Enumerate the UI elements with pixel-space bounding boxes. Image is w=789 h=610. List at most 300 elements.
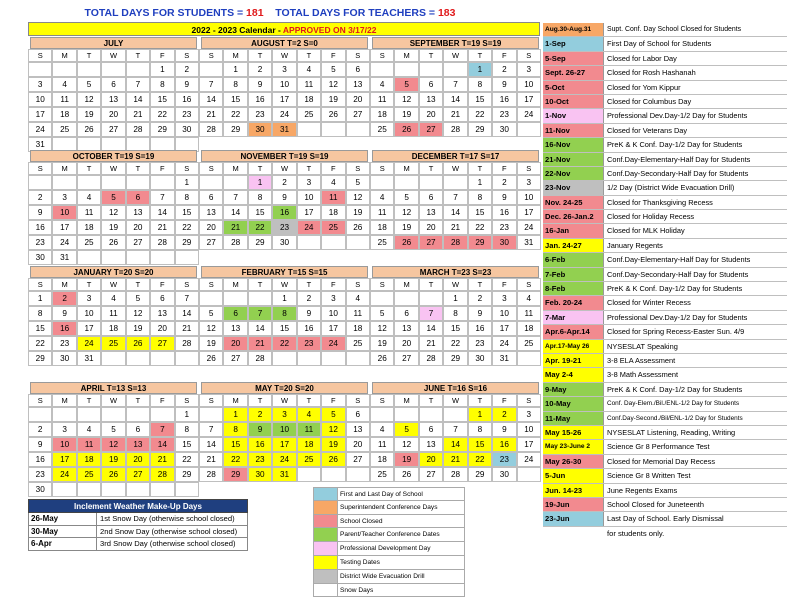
weekday-header: T <box>297 278 321 291</box>
day-cell: 27 <box>346 107 370 122</box>
totals-header <box>0 4 540 22</box>
weekday-header: F <box>492 394 516 407</box>
day-cell: 11 <box>77 437 101 452</box>
day-cell: 23 <box>492 220 516 235</box>
day-cell: 23 <box>492 107 516 122</box>
day-cell: 20 <box>150 321 174 336</box>
event-description: Closed for Columbus Day <box>607 96 692 106</box>
empty-cell <box>419 407 443 422</box>
event-description: Last Day of School. Early Dismissal <box>607 514 724 524</box>
day-cell: 22 <box>468 220 492 235</box>
weekday-header: M <box>223 49 247 62</box>
day-cell: 23 <box>52 336 76 351</box>
event-date: Jan. 24-27 <box>543 239 604 252</box>
weekday-header: T <box>419 394 443 407</box>
weekday-header: S <box>28 49 52 62</box>
event-description: Closed for Memorial Day Recess <box>607 456 716 466</box>
empty-cell <box>370 62 394 77</box>
event-description: 3-8 ELA Assessment <box>607 355 676 365</box>
weekday-header: T <box>419 49 443 62</box>
day-cell: 5 <box>77 77 101 92</box>
empty-cell <box>150 250 174 265</box>
day-cell: 12 <box>394 205 418 220</box>
month-block <box>370 382 541 482</box>
day-cell: 10 <box>272 422 296 437</box>
day-cell: 17 <box>77 321 101 336</box>
day-cell: 17 <box>517 92 541 107</box>
day-cell: 6 <box>101 77 125 92</box>
day-cell: 24 <box>517 452 541 467</box>
event-row <box>543 311 787 325</box>
day-cell: 15 <box>223 437 247 452</box>
empty-cell <box>126 351 150 366</box>
day-cell: 31 <box>52 250 76 265</box>
empty-cell <box>175 250 199 265</box>
day-cell: 4 <box>321 175 345 190</box>
day-cell: 14 <box>419 321 443 336</box>
day-cell: 15 <box>223 92 247 107</box>
month-grid <box>370 394 541 482</box>
event-date: 7-Feb <box>543 268 604 281</box>
empty-cell <box>126 407 150 422</box>
day-cell: 30 <box>28 482 52 497</box>
day-cell: 9 <box>28 437 52 452</box>
empty-cell <box>394 291 418 306</box>
day-cell: 4 <box>370 77 394 92</box>
weekday-header: M <box>52 278 76 291</box>
empty-cell <box>199 407 223 422</box>
day-cell: 16 <box>52 321 76 336</box>
weekday-header: S <box>346 49 370 62</box>
day-cell: 23 <box>248 452 272 467</box>
day-cell: 11 <box>346 306 370 321</box>
legend-swatch <box>314 488 338 500</box>
event-row <box>543 325 787 339</box>
event-date: 11-May <box>543 412 604 425</box>
month-grid <box>28 162 199 265</box>
weekday-header: S <box>175 49 199 62</box>
weekday-header: T <box>77 394 101 407</box>
weekday-header: M <box>394 49 418 62</box>
event-row <box>543 37 787 51</box>
event-description: Closed for Thanksgiving Recess <box>607 197 713 207</box>
day-cell: 8 <box>272 306 296 321</box>
day-cell: 21 <box>443 220 467 235</box>
event-date: 6-Feb <box>543 253 604 266</box>
day-cell: 22 <box>223 107 247 122</box>
empty-cell <box>272 351 296 366</box>
day-cell: 1 <box>248 175 272 190</box>
empty-cell <box>150 482 174 497</box>
day-cell: 1 <box>443 291 467 306</box>
event-date: Apr.6-Apr.14 <box>543 325 604 338</box>
legend-label: School Closed <box>340 517 383 525</box>
month-block <box>28 37 199 152</box>
event-row <box>543 239 787 253</box>
day-cell: 30 <box>468 351 492 366</box>
day-cell: 12 <box>394 437 418 452</box>
day-cell: 14 <box>150 205 174 220</box>
day-cell: 18 <box>346 321 370 336</box>
day-cell: 28 <box>150 235 174 250</box>
event-row <box>543 340 787 354</box>
weekday-header: T <box>419 278 443 291</box>
month-block <box>370 150 541 250</box>
event-description: Conf.Day-Elementary-Half Day for Students <box>607 255 751 265</box>
day-cell: 4 <box>77 190 101 205</box>
empty-cell <box>321 235 345 250</box>
day-cell: 28 <box>443 467 467 482</box>
weekday-header: T <box>297 162 321 175</box>
weekday-header: S <box>28 278 52 291</box>
empty-cell <box>150 351 174 366</box>
event-date: 5-Oct <box>543 81 604 94</box>
day-cell: 22 <box>175 220 199 235</box>
day-cell: 11 <box>370 205 394 220</box>
event-note: for students only. <box>607 528 665 538</box>
weekday-header: F <box>321 394 345 407</box>
day-cell: 23 <box>297 336 321 351</box>
empty-cell <box>52 407 76 422</box>
weekday-header: M <box>223 162 247 175</box>
event-date: 19-Jun <box>543 498 604 511</box>
empty-cell <box>150 175 174 190</box>
day-cell: 25 <box>52 122 76 137</box>
day-cell: 18 <box>517 321 541 336</box>
day-cell: 2 <box>492 175 516 190</box>
day-cell: 14 <box>199 437 223 452</box>
day-cell: 25 <box>370 467 394 482</box>
event-row <box>543 124 787 138</box>
day-cell: 23 <box>248 107 272 122</box>
weekday-header: M <box>52 49 76 62</box>
snow-day-row <box>28 526 248 539</box>
day-cell: 6 <box>223 306 247 321</box>
day-cell: 13 <box>346 77 370 92</box>
snow-day-row <box>28 538 248 551</box>
day-cell: 1 <box>175 175 199 190</box>
day-cell: 7 <box>443 77 467 92</box>
day-cell: 3 <box>272 62 296 77</box>
day-cell: 20 <box>419 107 443 122</box>
event-date: Jun. 14-23 <box>543 484 604 497</box>
snow-day-description: 1st Snow Day (otherwise school closed) <box>100 514 235 523</box>
weekday-header: W <box>443 162 467 175</box>
empty-cell <box>346 467 370 482</box>
event-description: Closed for Spring Recess-Easter Sun. 4/9 <box>607 327 745 337</box>
day-cell: 11 <box>52 92 76 107</box>
empty-cell <box>419 291 443 306</box>
snow-days-table <box>28 499 248 551</box>
day-cell: 9 <box>175 77 199 92</box>
day-cell: 3 <box>517 407 541 422</box>
weekday-header: S <box>370 49 394 62</box>
legend-item <box>313 542 465 556</box>
day-cell: 10 <box>321 306 345 321</box>
day-cell: 21 <box>175 321 199 336</box>
day-cell: 22 <box>272 336 296 351</box>
day-cell: 13 <box>419 437 443 452</box>
day-cell: 27 <box>346 452 370 467</box>
day-cell: 16 <box>175 92 199 107</box>
event-description: June Regents Exams <box>607 485 678 495</box>
day-cell: 17 <box>272 92 296 107</box>
day-cell: 27 <box>419 235 443 250</box>
event-date: Dec. 26-Jan.2 <box>543 210 604 223</box>
event-row <box>543 397 787 411</box>
weekday-header: M <box>223 278 247 291</box>
day-cell: 24 <box>492 336 516 351</box>
day-cell: 7 <box>199 77 223 92</box>
empty-cell <box>52 175 76 190</box>
day-cell: 13 <box>101 92 125 107</box>
weekday-header: F <box>492 49 516 62</box>
day-cell: 19 <box>77 107 101 122</box>
day-cell: 24 <box>321 336 345 351</box>
day-cell: 7 <box>443 422 467 437</box>
month-grid <box>199 394 370 482</box>
teachers-total-value: 183 <box>437 7 456 19</box>
event-date: 7-Mar <box>543 311 604 324</box>
event-date: 21-Nov <box>543 153 604 166</box>
day-cell: 23 <box>272 220 296 235</box>
empty-cell <box>77 62 101 77</box>
day-cell: 26 <box>77 122 101 137</box>
empty-cell <box>370 291 394 306</box>
day-cell: 11 <box>297 422 321 437</box>
day-cell: 11 <box>321 190 345 205</box>
event-date: Sept. 26-27 <box>543 66 604 79</box>
empty-cell <box>101 482 125 497</box>
weekday-header: S <box>199 162 223 175</box>
day-cell: 2 <box>468 291 492 306</box>
day-cell: 12 <box>321 422 345 437</box>
day-cell: 5 <box>394 422 418 437</box>
day-cell: 12 <box>101 437 125 452</box>
day-cell: 29 <box>248 235 272 250</box>
event-row <box>543 81 787 95</box>
day-cell: 12 <box>101 205 125 220</box>
empty-cell <box>223 291 247 306</box>
weekday-header: T <box>248 394 272 407</box>
event-row <box>543 383 787 397</box>
day-cell: 2 <box>52 291 76 306</box>
month-title: SEPTEMBER T=19 S=19 <box>372 37 539 49</box>
event-date: 11-Nov <box>543 124 604 137</box>
day-cell: 7 <box>419 306 443 321</box>
legend-label: Parent/Teacher Conference Dates <box>340 531 440 539</box>
day-cell: 14 <box>443 92 467 107</box>
event-row <box>543 181 787 195</box>
day-cell: 21 <box>126 107 150 122</box>
day-cell: 18 <box>370 452 394 467</box>
day-cell: 22 <box>223 452 247 467</box>
month-grid <box>370 162 541 250</box>
day-cell: 1 <box>272 291 296 306</box>
day-cell: 28 <box>150 467 174 482</box>
day-cell: 12 <box>370 321 394 336</box>
day-cell: 14 <box>443 205 467 220</box>
weekday-header: S <box>175 394 199 407</box>
empty-cell <box>199 62 223 77</box>
empty-cell <box>28 62 52 77</box>
empty-cell <box>248 291 272 306</box>
weekday-header: S <box>28 162 52 175</box>
day-cell: 29 <box>443 351 467 366</box>
event-date: Feb. 20-24 <box>543 296 604 309</box>
day-cell: 20 <box>223 336 247 351</box>
day-cell: 26 <box>394 122 418 137</box>
month-title: NOVEMBER T=19 S=19 <box>201 150 368 162</box>
day-cell: 15 <box>468 437 492 452</box>
empty-cell <box>126 62 150 77</box>
event-date: 5-Jun <box>543 469 604 482</box>
event-description: Conf. Day-Elem./Bil./ENL-1/2 Day for Students <box>607 400 740 408</box>
day-cell: 28 <box>223 235 247 250</box>
day-cell: 28 <box>175 336 199 351</box>
event-date: 9-May <box>543 383 604 396</box>
day-cell: 18 <box>297 92 321 107</box>
day-cell: 21 <box>443 107 467 122</box>
day-cell: 29 <box>223 467 247 482</box>
empty-cell <box>321 122 345 137</box>
weekday-header: T <box>77 49 101 62</box>
empty-cell <box>101 250 125 265</box>
day-cell: 2 <box>492 407 516 422</box>
day-cell: 5 <box>321 62 345 77</box>
day-cell: 26 <box>370 351 394 366</box>
day-cell: 25 <box>346 336 370 351</box>
day-cell: 26 <box>394 467 418 482</box>
event-description: First Day of School for Students <box>607 39 712 49</box>
day-cell: 5 <box>394 190 418 205</box>
day-cell: 5 <box>394 77 418 92</box>
day-cell: 10 <box>517 190 541 205</box>
event-row <box>543 296 787 310</box>
event-date: 16-Nov <box>543 138 604 151</box>
day-cell: 15 <box>175 437 199 452</box>
students-total-label: TOTAL DAYS FOR STUDENTS = <box>84 7 244 19</box>
empty-cell <box>346 122 370 137</box>
day-cell: 30 <box>248 122 272 137</box>
weekday-header: S <box>175 162 199 175</box>
weekday-header: T <box>468 49 492 62</box>
day-cell: 28 <box>443 235 467 250</box>
event-date: May 15-26 <box>543 426 604 439</box>
day-cell: 3 <box>52 422 76 437</box>
weekday-header: S <box>346 394 370 407</box>
event-row <box>543 412 787 426</box>
empty-cell <box>394 175 418 190</box>
day-cell: 27 <box>126 235 150 250</box>
month-title: OCTOBER T=19 S=19 <box>30 150 197 162</box>
month-grid <box>28 49 199 152</box>
empty-cell <box>443 175 467 190</box>
day-cell: 20 <box>126 220 150 235</box>
empty-cell <box>175 351 199 366</box>
empty-cell <box>517 467 541 482</box>
day-cell: 22 <box>248 220 272 235</box>
day-cell: 25 <box>517 336 541 351</box>
day-cell: 25 <box>297 452 321 467</box>
day-cell: 19 <box>101 220 125 235</box>
weekday-header: M <box>52 162 76 175</box>
weekday-header: S <box>517 162 541 175</box>
day-cell: 1 <box>468 175 492 190</box>
day-cell: 4 <box>370 422 394 437</box>
day-cell: 25 <box>321 220 345 235</box>
day-cell: 3 <box>517 175 541 190</box>
event-row <box>543 253 787 267</box>
empty-cell <box>126 482 150 497</box>
day-cell: 20 <box>419 220 443 235</box>
day-cell: 8 <box>468 422 492 437</box>
day-cell: 12 <box>199 321 223 336</box>
day-cell: 5 <box>101 422 125 437</box>
event-date: 5-Sep <box>543 52 604 65</box>
month-title: FEBRUARY T=15 S=15 <box>201 266 368 278</box>
day-cell: 14 <box>248 321 272 336</box>
day-cell: 19 <box>394 220 418 235</box>
day-cell: 19 <box>394 107 418 122</box>
day-cell: 19 <box>370 336 394 351</box>
empty-cell <box>223 175 247 190</box>
day-cell: 22 <box>468 452 492 467</box>
day-cell: 7 <box>223 190 247 205</box>
weekday-header: F <box>150 278 174 291</box>
day-cell: 19 <box>321 437 345 452</box>
day-cell: 16 <box>248 437 272 452</box>
day-cell: 28 <box>443 122 467 137</box>
day-cell: 15 <box>175 205 199 220</box>
weekday-header: S <box>346 278 370 291</box>
empty-cell <box>346 351 370 366</box>
day-cell: 8 <box>223 77 247 92</box>
day-cell: 3 <box>272 407 296 422</box>
empty-cell <box>419 175 443 190</box>
day-cell: 18 <box>370 107 394 122</box>
day-cell: 15 <box>150 92 174 107</box>
weekday-header: S <box>199 278 223 291</box>
empty-cell <box>419 62 443 77</box>
event-row <box>543 66 787 80</box>
day-cell: 25 <box>370 235 394 250</box>
day-cell: 29 <box>468 235 492 250</box>
event-row <box>543 52 787 66</box>
day-cell: 20 <box>199 220 223 235</box>
day-cell: 24 <box>77 336 101 351</box>
month-grid <box>199 162 370 250</box>
month-block <box>28 150 199 265</box>
day-cell: 12 <box>346 190 370 205</box>
day-cell: 30 <box>492 235 516 250</box>
snow-day-row <box>28 513 248 526</box>
day-cell: 29 <box>175 235 199 250</box>
day-cell: 13 <box>419 92 443 107</box>
day-cell: 8 <box>468 190 492 205</box>
day-cell: 25 <box>297 107 321 122</box>
legend-label: District Wide Evacuation Drill <box>340 572 425 580</box>
empty-cell <box>517 122 541 137</box>
day-cell: 23 <box>492 452 516 467</box>
month-block <box>199 382 370 482</box>
day-cell: 6 <box>126 190 150 205</box>
weekday-header: W <box>443 278 467 291</box>
day-cell: 29 <box>468 122 492 137</box>
day-cell: 23 <box>175 107 199 122</box>
day-cell: 19 <box>126 321 150 336</box>
empty-cell <box>199 291 223 306</box>
